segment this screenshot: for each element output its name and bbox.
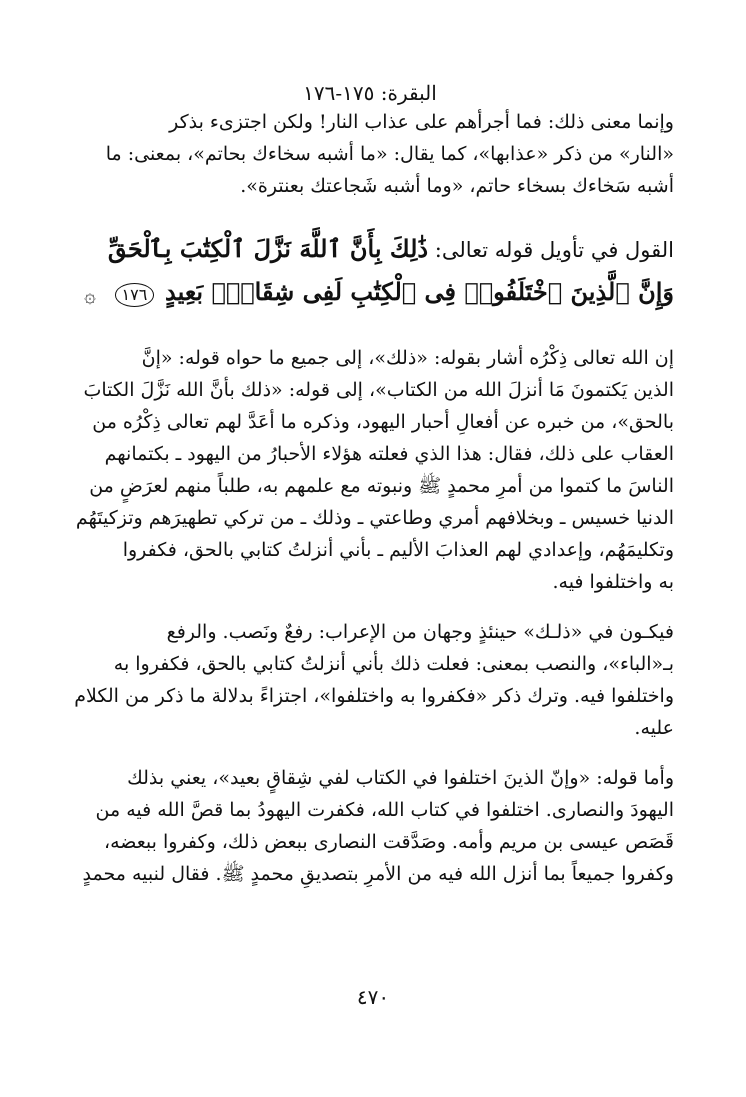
text-line: إن الله تعالى ذِكْرُه أشار بقوله: «ذلك»، إلى جميع ما حواه قوله: «إنَّ bbox=[141, 346, 674, 369]
text-line: أشبه سَخاءك بسخاء حاتم، «وما أشبه شَجاعتك بعنترة». bbox=[240, 175, 674, 197]
text-line: الذين يَكتمونَ مَا أنزلَ الله من الكتاب»، إلى قوله: «ذلك بأنَّ الله نَزَّلَ الكتابَ bbox=[83, 378, 674, 401]
text-line: وإنما معنى ذلك: فما أجرأهم على عذاب النار! ولكن اجتزىء بذكر bbox=[169, 111, 674, 133]
text-line: «النار» من ذكر «عذابها»، كما يقال: «ما أشبه سخاءك بحاتم»، بمعنى: ما bbox=[105, 143, 674, 165]
intro-paragraph bbox=[66, 106, 674, 202]
text-line: وتكليمَهُم، وإعدادي لهم العذابَ الأليم ـ بأني أنزلتُ كتابي بالحق، فكفروا bbox=[122, 538, 674, 561]
paragraph-1 bbox=[66, 342, 674, 598]
text-line: واختلفوا فيه. وترك ذكر «فكفروا به واختلفوا»، اجتزاءً بدلالة ما ذكر من الكلام bbox=[74, 684, 674, 707]
ayah-number-marker: ١٧٦ bbox=[115, 283, 155, 307]
paragraph-2 bbox=[66, 616, 674, 744]
text-line: فيكـون في «ذلـك» حينئذٍ وجهان من الإعراب: رفعٌ ونَصب. والرفع bbox=[166, 620, 674, 643]
paragraph-3 bbox=[66, 762, 674, 890]
verse-line-2 bbox=[66, 271, 674, 316]
text-line: عليه. bbox=[634, 716, 674, 739]
running-header: البقرة: ١٧٥-١٧٦ bbox=[303, 81, 437, 105]
text-line: بالحق»، من خبره عن أفعالِ أحبار اليهود، وذكره ما أعَدَّ لهم تعالى ذِكْرُه من bbox=[92, 410, 674, 433]
text-line: به واختلفوا فيه. bbox=[552, 570, 674, 593]
text-line: الناسَ ما كتموا من أمرِ محمدٍ ﷺ ونبوته مع علمهم به، طلباً منهم لعرَضٍ من bbox=[89, 474, 674, 497]
text-line: قَصَص عيسى بن مريم وأمه. وصَدَّقت النصارى ببعض ذلك، وكفروا ببعضه، bbox=[103, 830, 674, 853]
quran-text-2: وَإِنَّ ٱلَّذِينَ ٱخْتَلَفُوا۟ فِى ٱلْكِتَٰبِ لَفِى شِقَاقٍۭ بَعِيدٍ bbox=[165, 277, 674, 306]
verse-line-1 bbox=[66, 228, 674, 271]
verse-heading bbox=[66, 228, 674, 316]
text-line: اليهودَ والنصارى. اختلفوا في كتاب الله، فكفرت اليهودُ بما قصَّ الله فيه من bbox=[95, 798, 674, 821]
text-line: الدنيا خسيس ـ وبخلافهم أمري وطاعتي ـ وذلك ـ من تركي تطهيرَهم وتزكيتَهُم bbox=[75, 506, 674, 529]
verse-intro: القول في تأويل قوله تعالى: bbox=[434, 238, 674, 262]
text-line: وكفروا جميعاً بما أنزل الله فيه من الأمرِ بتصديقِ محمدٍ ﷺ. فقال لنبيه محمدٍ bbox=[82, 862, 674, 885]
text-line: بـ«الباء»، والنصب بمعنى: فعلت ذلك بأني أنزلتُ كتابي بالحق، فكفروا به bbox=[113, 652, 674, 675]
text-line: العقاب على ذلك، فقال: هذا الذي فعلته هؤلاء الأحبارُ من اليهود ـ بكتمانهم bbox=[104, 442, 674, 465]
quran-text-1: ذَٰلِكَ بِأَنَّ ٱللَّهَ نَزَّلَ ٱلْكِتَٰبَ بِٱلْحَقِّ bbox=[107, 234, 429, 263]
rosette-ornament-icon: ۞ bbox=[84, 282, 96, 307]
page-number: ٤٧٠ bbox=[356, 985, 390, 1009]
text-line: وأما قوله: «وإنّ الذينَ اختلفوا في الكتاب لفي شِقاقٍ بعيد»، يعني بذلك bbox=[127, 766, 674, 789]
